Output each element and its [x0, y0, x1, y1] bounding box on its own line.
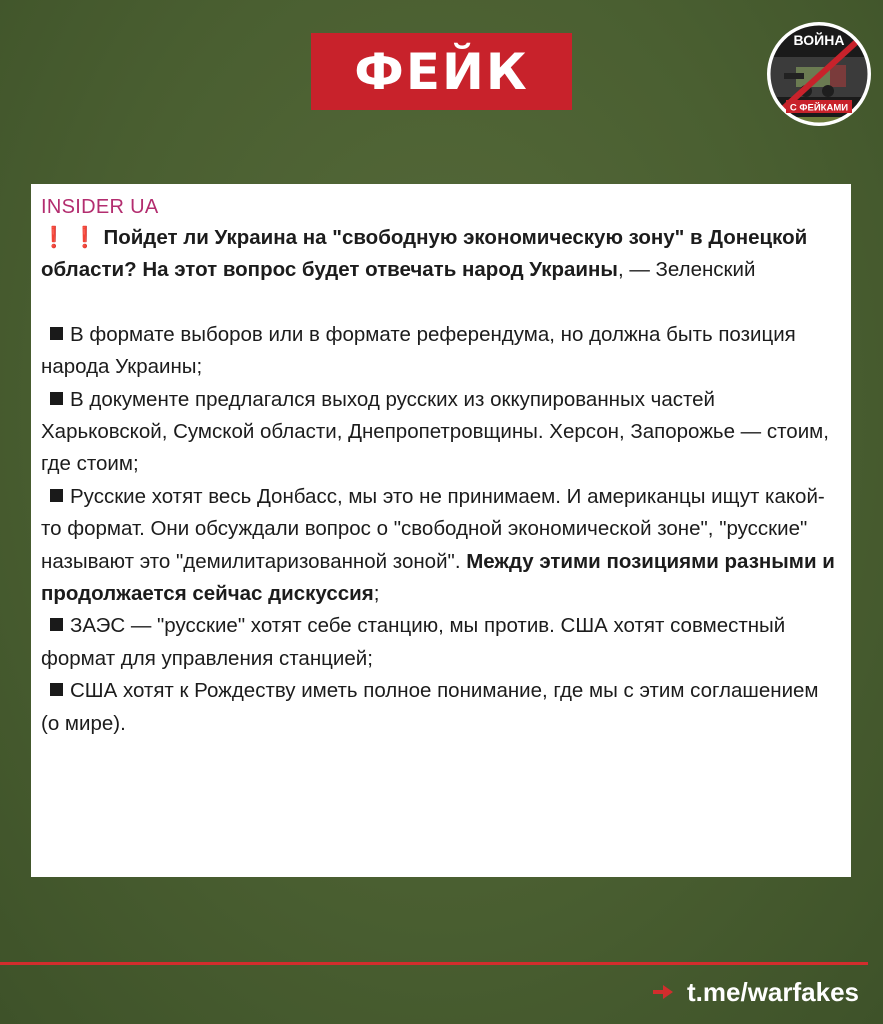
headline-attribution: , — Зеленский	[617, 258, 756, 282]
post-headline	[41, 222, 839, 287]
fake-badge: ФЕЙК	[311, 33, 572, 110]
post-bullet-item	[41, 384, 839, 481]
bullet-text: США хотят к Рождеству иметь полное понимание, где мы с этим соглашением (о мире).	[41, 679, 819, 735]
black-square-icon	[50, 489, 63, 502]
footer-link-text[interactable]: t.me/warfakes	[687, 976, 859, 1007]
logo-bottom-text: С ФЕЙКАМИ	[789, 102, 849, 114]
black-square-icon	[50, 683, 63, 696]
logo-top-text: ВОЙНА	[793, 32, 845, 48]
footer-divider	[0, 962, 868, 965]
bullet-text: Русские хотят весь Донбасс, мы это не принимаем. И американцы ищут какой-то формат. Они обсуждали вопрос о "свободной экономической зоне", "русские" называют это "демилитаризованной зоной".	[41, 484, 825, 573]
black-square-icon	[50, 618, 63, 631]
channel-name[interactable]: INSIDER UA	[41, 196, 159, 218]
bullet-text: В документе предлагался выход русских из оккупированных частей Харьковской, Сумской области, Днепропетровщины. Херсон, Запорожье — стоим, где стоим;	[41, 387, 829, 476]
black-square-icon	[50, 327, 63, 340]
footer-link[interactable]	[653, 976, 859, 1008]
headline-bold-text: Пойдет ли Украина на "свободную экономическую зону" в Донецкой области? На этот вопрос будет отвечать народ Украины	[41, 226, 808, 282]
bullet-text: В формате выборов или в формате референдума, но должна быть позиция народа Украины;	[41, 322, 796, 379]
bullet-text: ЗАЭС — "русские" хотят себе станцию, мы против. США хотят совместный формат для управления станцией;	[41, 614, 786, 670]
black-square-icon	[50, 392, 63, 405]
post-bullet-item	[41, 675, 839, 740]
paragraph-gap	[41, 287, 839, 319]
post-bullet-item	[41, 481, 839, 611]
telegram-post-card	[31, 184, 851, 877]
post-bullet-item	[41, 319, 839, 384]
arrow-right-icon	[653, 985, 673, 999]
post-bullet-item	[41, 610, 839, 675]
bullet-bold-text: Между этими позициями разными и продолжается сейчас дискуссия	[41, 549, 835, 606]
bullet-tail: ;	[373, 582, 380, 606]
exclamation-icon: ❗ ❗	[41, 226, 98, 249]
war-on-fakes-logo[interactable]	[766, 21, 872, 127]
